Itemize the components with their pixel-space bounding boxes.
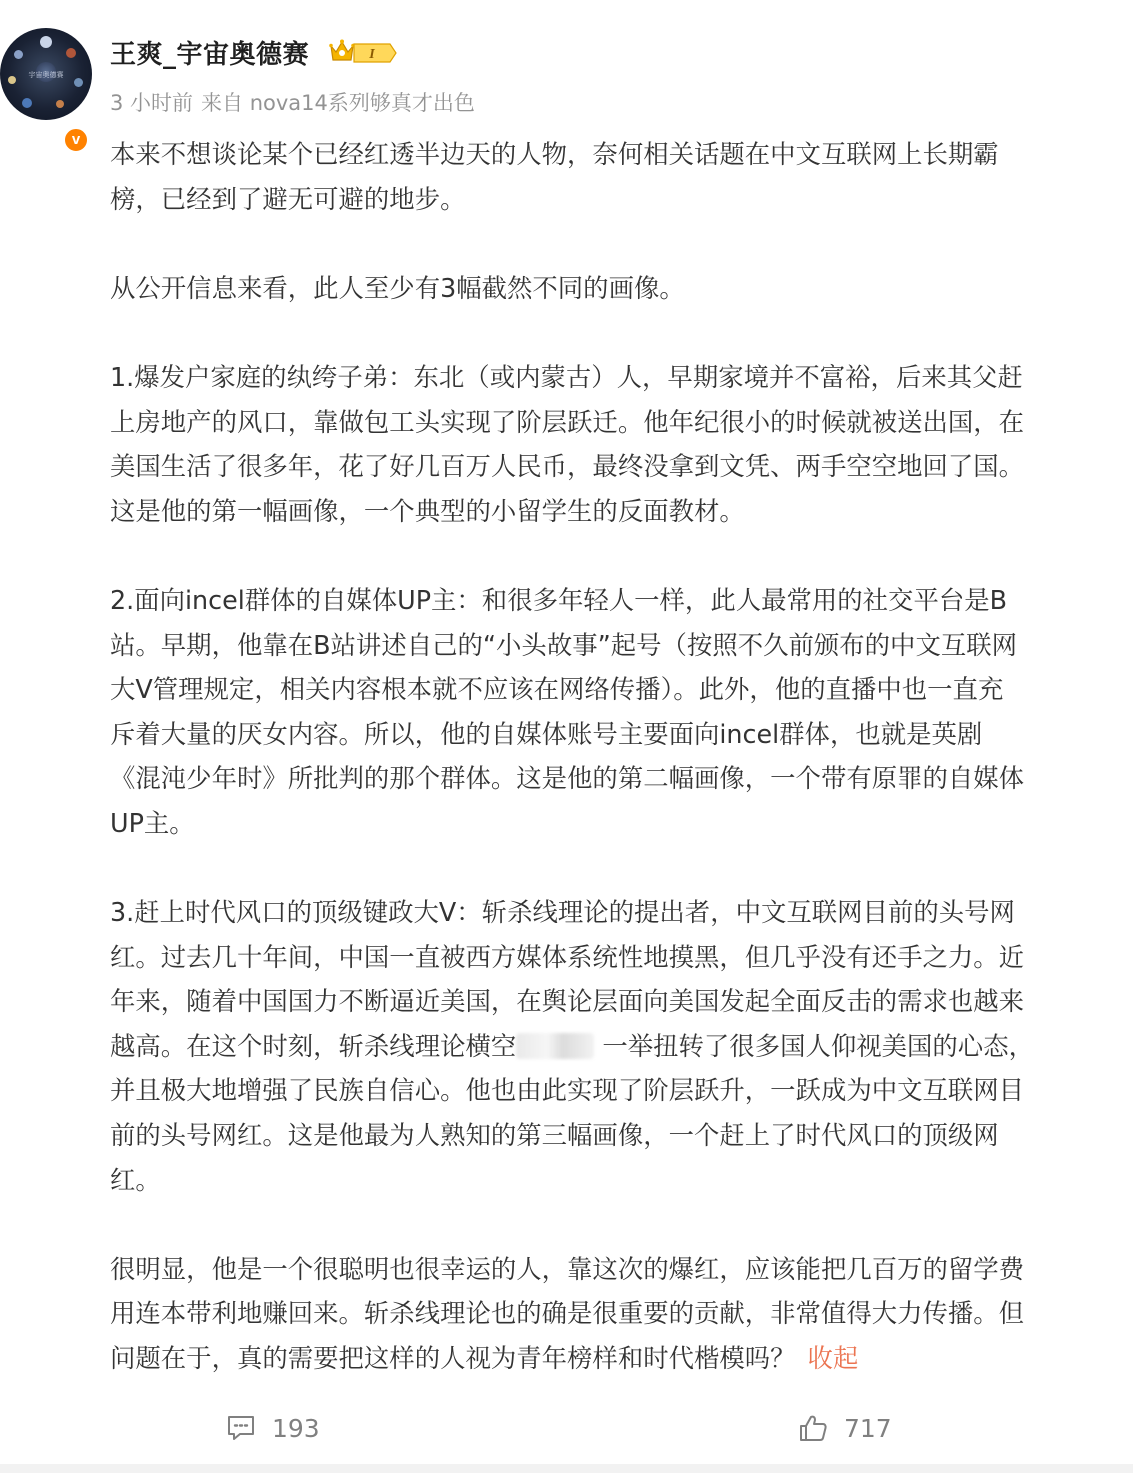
level-badge-text: I [369,47,375,62]
bottom-divider [0,1464,1133,1473]
like-button[interactable] [798,1410,892,1446]
verified-icon: v [62,126,90,154]
username[interactable]: 王爽_宇宙奥德赛 [110,40,310,70]
comment-icon [226,1414,256,1442]
comment-button[interactable] [226,1410,320,1446]
post-actions [0,1400,1133,1456]
collapse-link[interactable]: 收起 [807,1343,859,1374]
paragraph-6-text: 很明显，他是一个很聪明也很幸运的人，靠这次的爆红，应该能把几百万的留学费 用连本带利地赚回来。斩杀线理论也的确是很重要的贡献，非常值得大力传播。但 问题在于，真的需要把这样的人视为青年榜样和时代楷模吗？ [110,1253,1025,1374]
paragraph-4: 2.面向incel群体的自媒体UP主：和很多年轻人一样，此人最常用的社交平台是B 站。早期，他靠在B站讲述自己的“小头故事”起号（按照不久前颁布的中文互联网 大V管理规定，相关内容根本就不应该在网络传播）。此外，他的直播中也一直充 斥着大量的厌女内容。所以，他的自媒体账号主要面向incel群体，也就是英剧 《混沌少年时》所批判的那个群体。这是他的第二幅画像，一个带有原罪的自媒体 UP主。 [110,584,1025,838]
post-time: 3 小时前 [110,91,194,115]
avatar-image [0,28,92,120]
paragraph-3: 1.爆发户家庭的纨绔子弟：东北（或内蒙古）人，早期家境并不富裕，后来其父赶 上房地产的风口，靠做包工头实现了阶层跃迁。他年纪很小的时候就被送出国，在 美国生活了很多年，花了好几百万人民币，最终没拿到文凭、两手空空地回了国。 这是他的第一幅画像，一个典型的小留学生的反面教材。 [110,361,1025,526]
paragraph-1: 本来不想谈论某个已经红透半边天的人物，奈何相关话题在中文互联网上长期霸 榜，已经到了避无可避的地步。 [110,139,999,214]
like-count: 717 [844,1413,892,1443]
paragraph-2: 从公开信息来看，此人至少有3幅截然不同的画像。 [110,272,685,303]
paragraph-5-part-2: 一举扭转了很多国人仰视美国的心态， 并且极大地增强了民族自信心。他也由此实现了阶层跃升，一跃成为中文互联网目 前的头号网红。这是他最为人熟知的第三幅画像，一个赶上了时代风口的顶级网 红。 [110,1030,1034,1195]
comment-count: 193 [272,1413,320,1443]
blurred-text-mark [516,1033,594,1059]
post-meta [110,87,483,117]
paragraph-5-part-1: 3.赶上时代风口的顶级键政大V：斩杀线理论的提出者，中文互联网目前的头号网 红。过去几十年间，中国一直被西方媒体系统性地摸黑，但几乎没有还手之力。近 年来，随着中国国力不断逼近美国，在舆论层面向美国发起全面反击的需求也越来 越高。在这个时刻，斩杀线理论横空 [110,897,1025,1061]
paragraph-6 [110,1247,1126,1381]
post-source[interactable]: 来自 nova14系列够真才出色 [201,91,475,115]
like-icon [798,1413,828,1443]
avatar[interactable] [0,28,92,148]
paragraph-5 [110,890,1126,1202]
level-badge-icon [352,42,398,64]
avatar-caption: 宇宙奥德赛 [28,71,64,79]
post-content [110,132,1126,1381]
